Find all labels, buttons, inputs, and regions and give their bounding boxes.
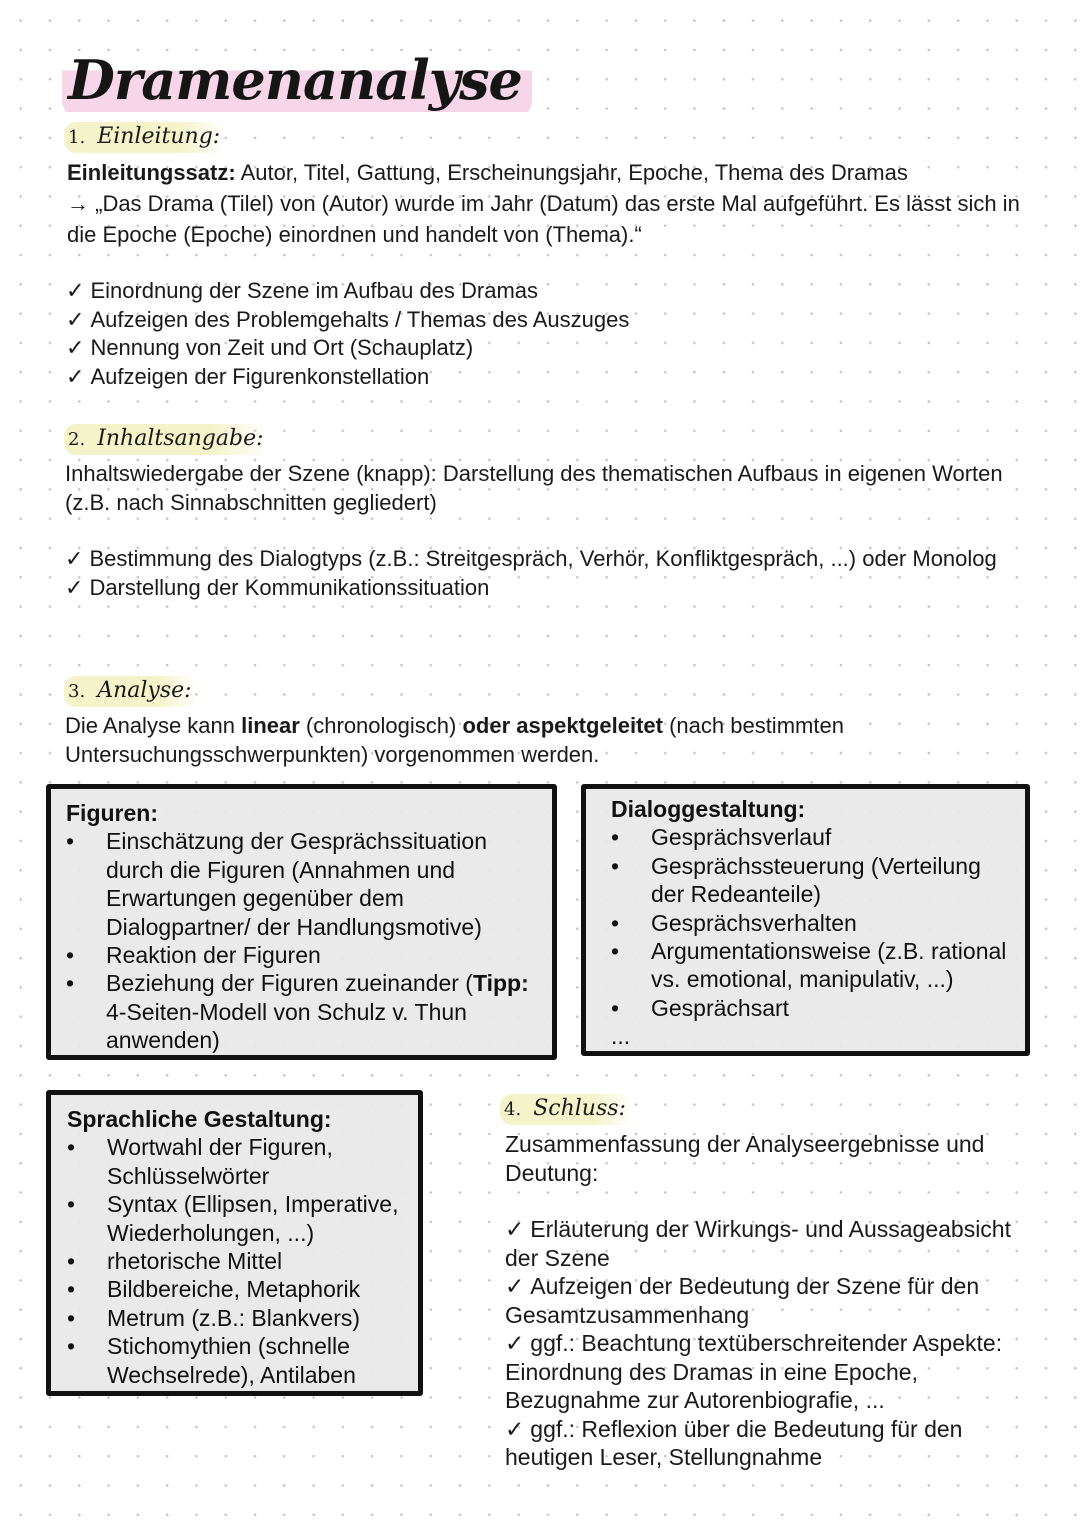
check-item: ✓ Erläuterung der Wirkungs- und Aussageabsicht der Szene [505,1216,1011,1271]
bullet-icon: • [611,852,620,879]
check-icon: ✓ [65,546,84,571]
list-item: • Einschätzung der Gesprächssituation durch die Figuren (Annahmen und Erwartungen gegenüber dem Dialogpartner/ der Handlungsmotive) [66,828,487,940]
einleitung-checklist [66,277,766,391]
list-item: • rhetorische Mittel [67,1248,283,1275]
analyse-text: Die Analyse kann linear (chronologisch) oder aspektgeleitet (nach bestimmten Untersuchungsschwerpunkten) vorgenommen werden. [65,713,844,767]
einleitung-example: → „Das Drama (Tilel) von (Autor) wurde im Jahr (Datum) das erste Mal aufgeführt. Es lässt sich in die Epoche (Epoche) einordnen und handelt von (Thema).“ [67,191,1020,247]
section-number: 3. [68,681,86,702]
dialoggestaltung-box [581,784,1030,1056]
check-item: ✓ Nennung von Zeit und Ort (Schauplatz) [66,335,474,360]
bullet-icon: • [67,1134,76,1161]
section-number: 2. [68,429,86,450]
check-item: ✓ Darstellung der Kommunikationssituation [65,574,490,600]
list-item: • Stichomythien (schnelle Wechselrede), Antilaben [67,1333,356,1388]
figuren-list [66,827,538,1054]
check-icon: ✓ [66,278,85,303]
check-item: ✓ ggf.: Reflexion über die Bedeutung für den heutigen Leser, Stellungnahme [505,1415,963,1470]
bullet-icon: • [611,938,620,965]
figuren-box [46,784,557,1060]
page-title: Dramenanalyse [62,40,532,120]
check-item: ✓ Aufzeigen der Bedeutung der Szene für den Gesamtzusammenhang [505,1273,980,1328]
bullet-icon: • [611,824,620,851]
schluss-text: Zusammenfassung der Analyseergebnisse und Deutung: [505,1131,985,1186]
check-icon: ✓ [505,1273,525,1299]
schluss-checklist [505,1215,1045,1472]
section-heading-einleitung [64,122,226,153]
check-icon: ✓ [66,363,85,389]
section-number: 1. [68,127,86,148]
intro-text: Autor, Titel, Gattung, Erscheinungsjahr, Epoche, Thema des Dramas [235,160,908,185]
section-heading-inhaltsangabe [64,424,270,455]
sprache-list [67,1133,410,1389]
section-heading-label: Einleitung: [97,124,221,149]
check-icon: ✓ [65,574,84,600]
check-icon: ✓ [66,335,85,360]
box-title: Sprachliche Gestaltung: [67,1106,332,1132]
list-item: • Metrum (z.B.: Blankvers) [67,1304,361,1331]
list-item: • Syntax (Ellipsen, Imperative, Wiederholungen, ...) [67,1191,399,1246]
list-item: • Wortwahl der Figuren, Schlüsselwörter [67,1134,333,1189]
check-icon: ✓ [66,306,85,332]
bullet-icon: • [611,909,620,936]
section-heading-schluss [500,1094,632,1125]
bullet-icon: • [67,1276,76,1303]
section-heading-label: Analyse: [97,678,192,703]
section-heading-analyse [64,676,198,707]
bullet-icon: • [67,1304,76,1331]
list-item: • Reaktion der Figuren [66,942,321,969]
inhaltsangabe-text: Inhaltswiedergabe der Szene (knapp): Darstellung des thematischen Aufbaus in eigenen Worten (z.B. nach Sinnabschnitten gegliedert) [65,461,1003,515]
check-item: ✓ ggf.: Beachtung textüberschreitender Aspekte: Einordnung des Dramas in eine Epoche, Bezugnahme zur Autorenbiografie, ... [505,1330,1003,1413]
intro-label: Einleitungssatz: [67,160,236,185]
list-item: • Bildbereiche, Metaphorik [67,1276,361,1303]
bullet-icon: • [67,1248,76,1275]
bullet-icon: • [66,942,75,969]
list-item: • Beziehung der Figuren zueinander (Tipp: 4-Seiten-Modell von Schulz v. Thun anwenden) [66,970,529,1054]
check-icon: ✓ [505,1216,525,1242]
check-item: ✓ Einordnung der Szene im Aufbau des Dramas [66,278,539,303]
bullet-icon: • [67,1333,76,1360]
check-icon: ✓ [505,1330,525,1356]
bullet-icon: • [611,994,620,1021]
check-item: ✓ Aufzeigen der Figurenkonstellation [66,363,430,389]
bullet-icon: • [66,828,75,855]
bullet-icon: • [66,970,75,997]
box-title: Figuren: [66,800,158,826]
dialog-list [611,823,1019,1022]
list-item: • Gesprächsverlauf [611,824,832,851]
check-icon: ✓ [505,1415,525,1442]
section-number: 4. [504,1099,522,1120]
check-item: ✓ Bestimmung des Dialogtyps (z.B.: Streitgespräch, Verhör, Konfliktgespräch, ...) oder Monolog [65,546,997,571]
box-title: Dialoggestaltung: [611,796,806,822]
bullet-icon: • [67,1191,76,1218]
check-item: ✓ Aufzeigen des Problemgehalts / Themas des Auszuges [66,306,630,332]
list-item: • Argumentationsweise (z.B. rational vs. emotional, manipulativ, ...) [611,938,1007,993]
inhaltsangabe-checklist [65,545,1015,602]
einleitung-intro [67,157,1027,188]
list-item: • Gesprächssteuerung (Verteilung der Redeanteile) [611,852,981,908]
sprachliche-gestaltung-box [46,1090,423,1396]
list-item: • Gesprächsart [611,994,790,1021]
ellipsis: ... [611,1023,631,1050]
section-heading-label: Inhaltsangabe: [97,426,264,451]
list-item: • Gesprächsverhalten [611,909,857,936]
section-heading-label: Schluss: [533,1096,626,1121]
